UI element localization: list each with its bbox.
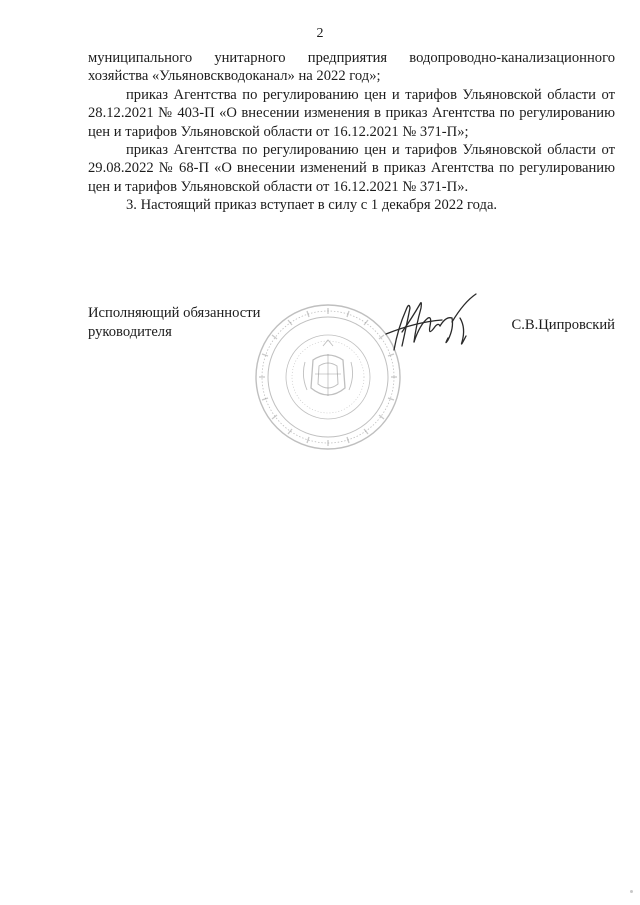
paragraph-order-403: приказ Агентства по регулированию цен и тарифов Ульяновской области от 28.12.2021 № 403-П «О внесении изменения в приказ Агентства по регулированию цен и тарифов Ульяновской области от 16.12.2021 № 371-П»; — [88, 86, 615, 140]
signatory-position-line2: руководителя — [88, 324, 172, 340]
page-number: 2 — [316, 26, 324, 41]
paragraph-effective-date: 3. Настоящий приказ вступает в силу с 1 декабря 2022 года. — [126, 197, 498, 214]
scan-speck — [630, 890, 633, 893]
paragraph-order-68: приказ Агентства по регулированию цен и тарифов Ульяновской области от 29.08.2022 № 68-П «О внесении изменений в приказ Агентства по регулированию цен и тарифов Ульяновской области от 16.12.2021 № 371-П». — [88, 142, 615, 195]
paragraph-continuation: муниципального унитарного предприятия водопроводно-канализационного хозяйства «Ульяновскводоканал» на 2022 год»; — [88, 50, 615, 85]
signatory-name: С.В.Ципровский — [511, 317, 615, 333]
signatory-position-line1: Исполняющий обязанности — [88, 305, 261, 321]
handwritten-signature-icon — [376, 288, 496, 368]
